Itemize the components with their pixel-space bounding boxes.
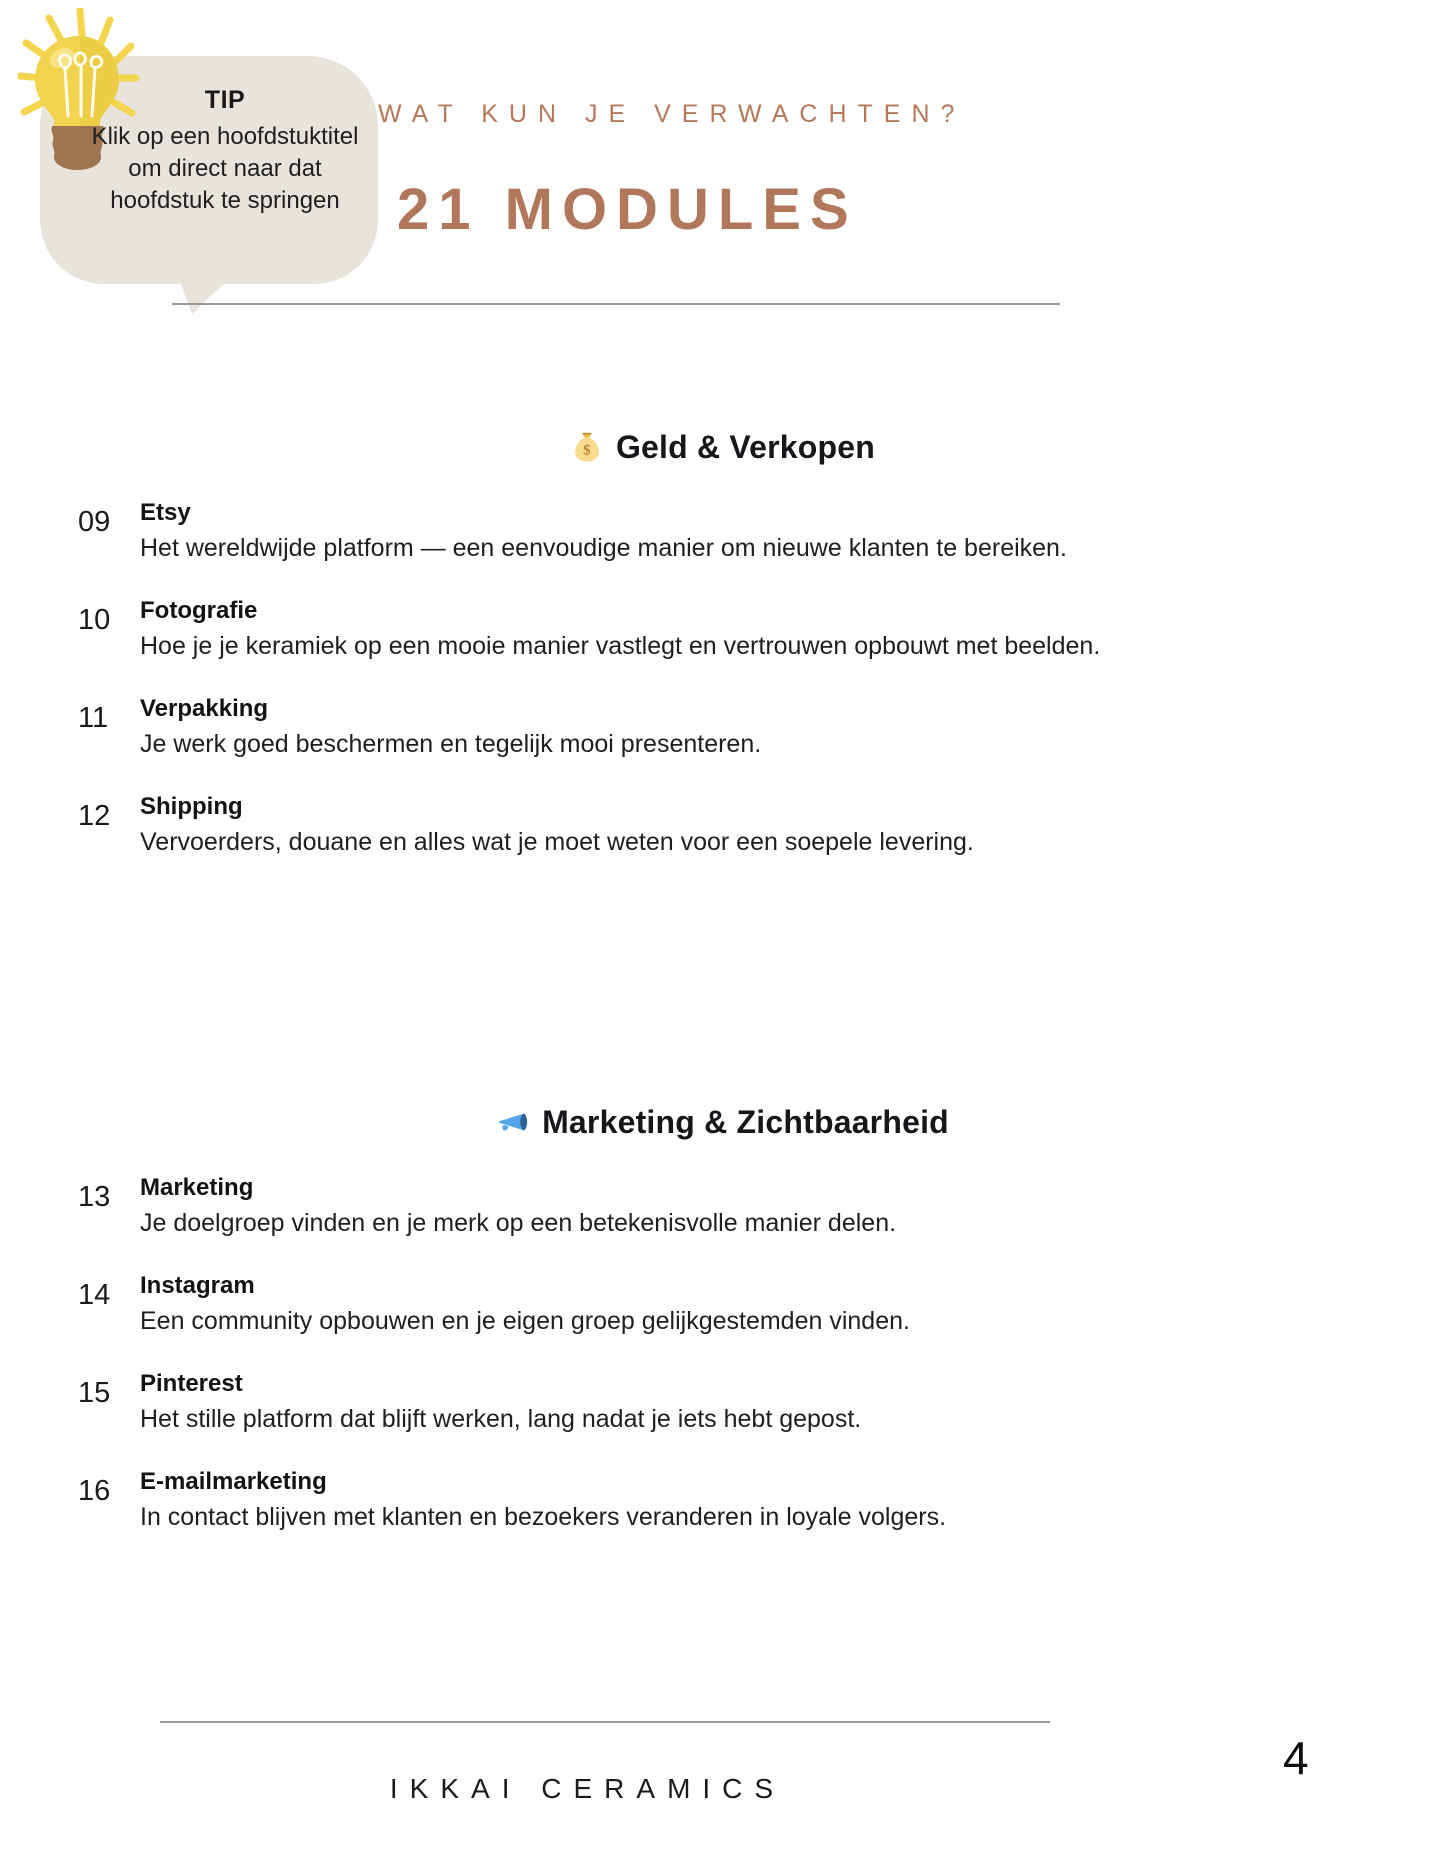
section-header — [0, 430, 1445, 464]
module-item[interactable] — [78, 498, 1367, 566]
footer-brand: IKKAI CERAMICS — [389, 1773, 786, 1804]
module-description: Het stille platform dat blijft werken, lang nadat je iets hebt gepost. — [140, 1405, 862, 1433]
module-number: 11 — [78, 702, 109, 734]
module-description: Hoe je je keramiek op een mooie manier vastlegt en vertrouwen opbouwt met beelden. — [140, 632, 1101, 660]
module-number: 16 — [78, 1475, 111, 1507]
tip-text: Klik op een hoofdstuktitel om direct naar dat hoofdstuk te springen — [91, 123, 359, 214]
section-title: Geld & Verkopen — [615, 429, 876, 465]
module-title[interactable]: Marketing — [140, 1174, 254, 1201]
footer-divider — [160, 1721, 1050, 1723]
module-title[interactable]: Pinterest — [140, 1370, 243, 1397]
module-item[interactable] — [78, 1467, 1367, 1535]
section-title: Marketing & Zichtbaarheid — [542, 1104, 949, 1140]
module-description: Een community opbouwen en je eigen groep gelijkgestemden vinden. — [140, 1307, 910, 1335]
module-item[interactable] — [78, 792, 1367, 860]
module-title[interactable]: Shipping — [140, 793, 243, 820]
module-list — [0, 1173, 1445, 1535]
module-title[interactable]: Fotografie — [140, 597, 258, 624]
module-description: Vervoerders, douane en alles wat je moet weten voor een soepele levering. — [140, 828, 974, 856]
module-item[interactable] — [78, 694, 1367, 762]
tip-callout — [18, 8, 388, 328]
module-description: Je doelgroep vinden en je merk op een betekenisvolle manier delen. — [140, 1209, 897, 1237]
module-item[interactable] — [78, 1173, 1367, 1241]
module-number: 14 — [78, 1279, 111, 1311]
module-number: 13 — [78, 1181, 111, 1213]
section-marketing-zichtbaarheid — [0, 1105, 1445, 1565]
money-bag-icon — [570, 430, 604, 464]
tip-bubble-tail — [178, 276, 232, 314]
header-eyebrow: WAT KUN JE VERWACHTEN? — [378, 100, 966, 128]
section-geld-verkopen — [0, 430, 1445, 890]
module-title[interactable]: Etsy — [140, 499, 191, 526]
page-number: 4 — [1283, 1732, 1309, 1784]
header-divider — [172, 303, 1060, 305]
module-list — [0, 498, 1445, 860]
module-number: 15 — [78, 1377, 111, 1409]
megaphone-icon — [496, 1105, 530, 1139]
module-number: 09 — [78, 506, 111, 538]
module-title[interactable]: Instagram — [140, 1272, 255, 1299]
module-description: Je werk goed beschermen en tegelijk mooi presenteren. — [140, 730, 762, 758]
module-title[interactable]: Verpakking — [140, 695, 269, 722]
tip-title: TIP — [204, 86, 246, 114]
module-description: In contact blijven met klanten en bezoekers veranderen in loyale volgers. — [140, 1503, 947, 1531]
module-item[interactable] — [78, 1271, 1367, 1339]
section-header — [0, 1105, 1445, 1139]
module-number: 12 — [78, 800, 111, 832]
module-item[interactable] — [78, 596, 1367, 664]
module-title[interactable]: E-mailmarketing — [140, 1468, 327, 1495]
svg-text:$: $ — [583, 442, 591, 459]
page-title: 21 MODULES — [397, 177, 858, 242]
module-item[interactable] — [78, 1369, 1367, 1437]
module-description: Het wereldwijde platform — een eenvoudige manier om nieuwe klanten te bereiken. — [140, 534, 1067, 562]
module-number: 10 — [78, 604, 111, 636]
